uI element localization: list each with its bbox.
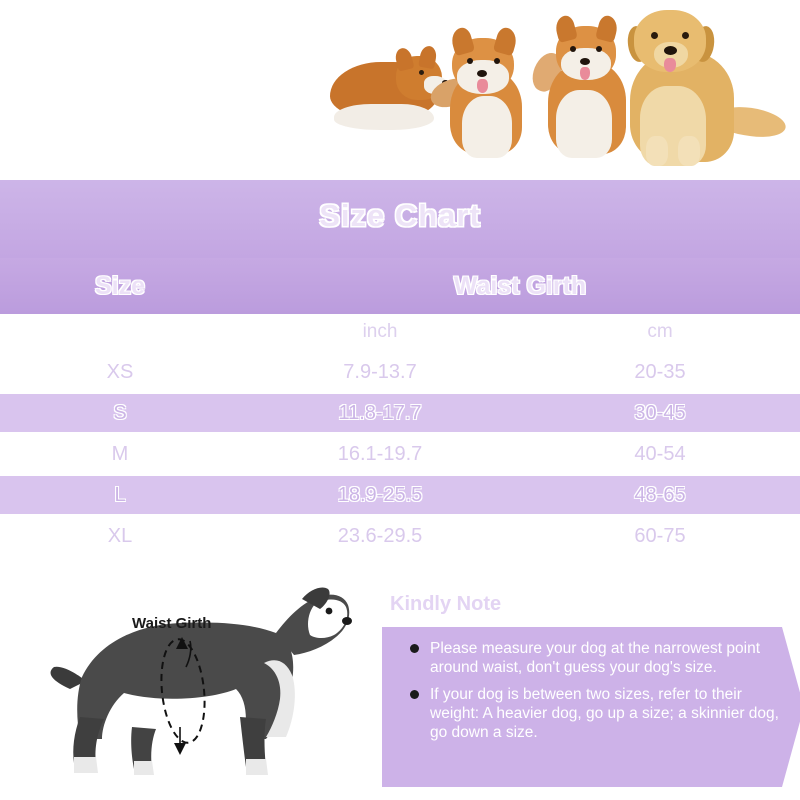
golden-nose [664, 46, 677, 55]
corgi-eye [419, 70, 424, 75]
shiba-standing-ear-left [553, 14, 578, 43]
note-text: If your dog is between two sizes, refer to their weight: A heavier dog, go up a size; a skinnier dog, go down a size. [430, 686, 779, 741]
header-size: Size [94, 271, 146, 300]
waist-measurement-diagram [40, 577, 360, 792]
shiba-lying-ear-left [449, 26, 475, 57]
shiba-lying-ear-right [493, 26, 519, 57]
golden-eye-right [682, 32, 689, 39]
shiba-lying-eye-left [467, 58, 473, 64]
golden-leg-right [678, 136, 700, 166]
bottom-section [0, 565, 800, 800]
table-divider [0, 555, 800, 558]
cell-cm: 30-45 [634, 401, 686, 424]
cell-inch: 23.6-29.5 [337, 524, 423, 547]
golden-tongue [664, 58, 676, 72]
list-item [430, 639, 782, 677]
page-title: Size Chart [319, 198, 481, 233]
cell-size: XL [107, 524, 133, 547]
cell-size: XS [106, 360, 134, 383]
cell-cm: 48-65 [634, 483, 686, 506]
cell-inch: 11.8-17.7 [338, 401, 422, 424]
size-chart-table [0, 258, 800, 558]
hero-dog-image [0, 0, 800, 180]
cell-size: L [114, 483, 126, 506]
table-row [0, 517, 800, 555]
shiba-standing-nose [580, 58, 590, 65]
golden-eye-left [651, 32, 658, 39]
table-row [0, 394, 800, 432]
cell-cm: 60-75 [634, 524, 686, 547]
cell-cm: 40-54 [634, 442, 686, 465]
cell-size: M [111, 442, 129, 465]
shiba-lying-chest [462, 96, 512, 158]
cell-cm: 20-35 [634, 360, 686, 383]
shiba-standing-ear-right [595, 14, 620, 43]
shiba-lying-eye-right [494, 58, 500, 64]
cell-inch: 7.9-13.7 [343, 360, 417, 383]
unit-cm: cm [647, 321, 673, 342]
size-chart-section [0, 180, 800, 565]
note-text: Please measure your dog at the narrowest point around waist, don't guess your dog's size. [430, 640, 760, 676]
list-item [430, 685, 782, 742]
corgi-underside [334, 104, 434, 130]
shiba-standing-eye-right [596, 46, 602, 52]
waist-girth-label: Waist Girth [132, 615, 212, 632]
bullet-icon [410, 644, 419, 653]
table-header-row [0, 258, 800, 314]
shiba-standing-tongue [580, 67, 590, 80]
cell-size: S [113, 401, 127, 424]
cell-inch: 18.9-25.5 [337, 483, 423, 506]
table-row [0, 435, 800, 473]
table-unit-row [0, 314, 800, 350]
header-waist-girth: Waist Girth [453, 271, 587, 300]
unit-inch: inch [362, 321, 398, 342]
table-row [0, 476, 800, 514]
bullet-icon [410, 690, 419, 699]
shiba-standing-chest [556, 90, 612, 158]
golden-leg-left [646, 136, 668, 166]
shiba-standing-eye-left [570, 46, 576, 52]
kindly-note-list [402, 639, 782, 750]
size-chart-title-band [0, 180, 800, 258]
cell-inch: 16.1-19.7 [337, 442, 423, 465]
shiba-lying-nose [477, 70, 487, 77]
kindly-note-title: Kindly Note [390, 593, 502, 615]
dog-outline-svg [40, 577, 360, 792]
unit-blank [0, 314, 240, 350]
table-row [0, 353, 800, 391]
shiba-lying-tongue [477, 79, 488, 93]
